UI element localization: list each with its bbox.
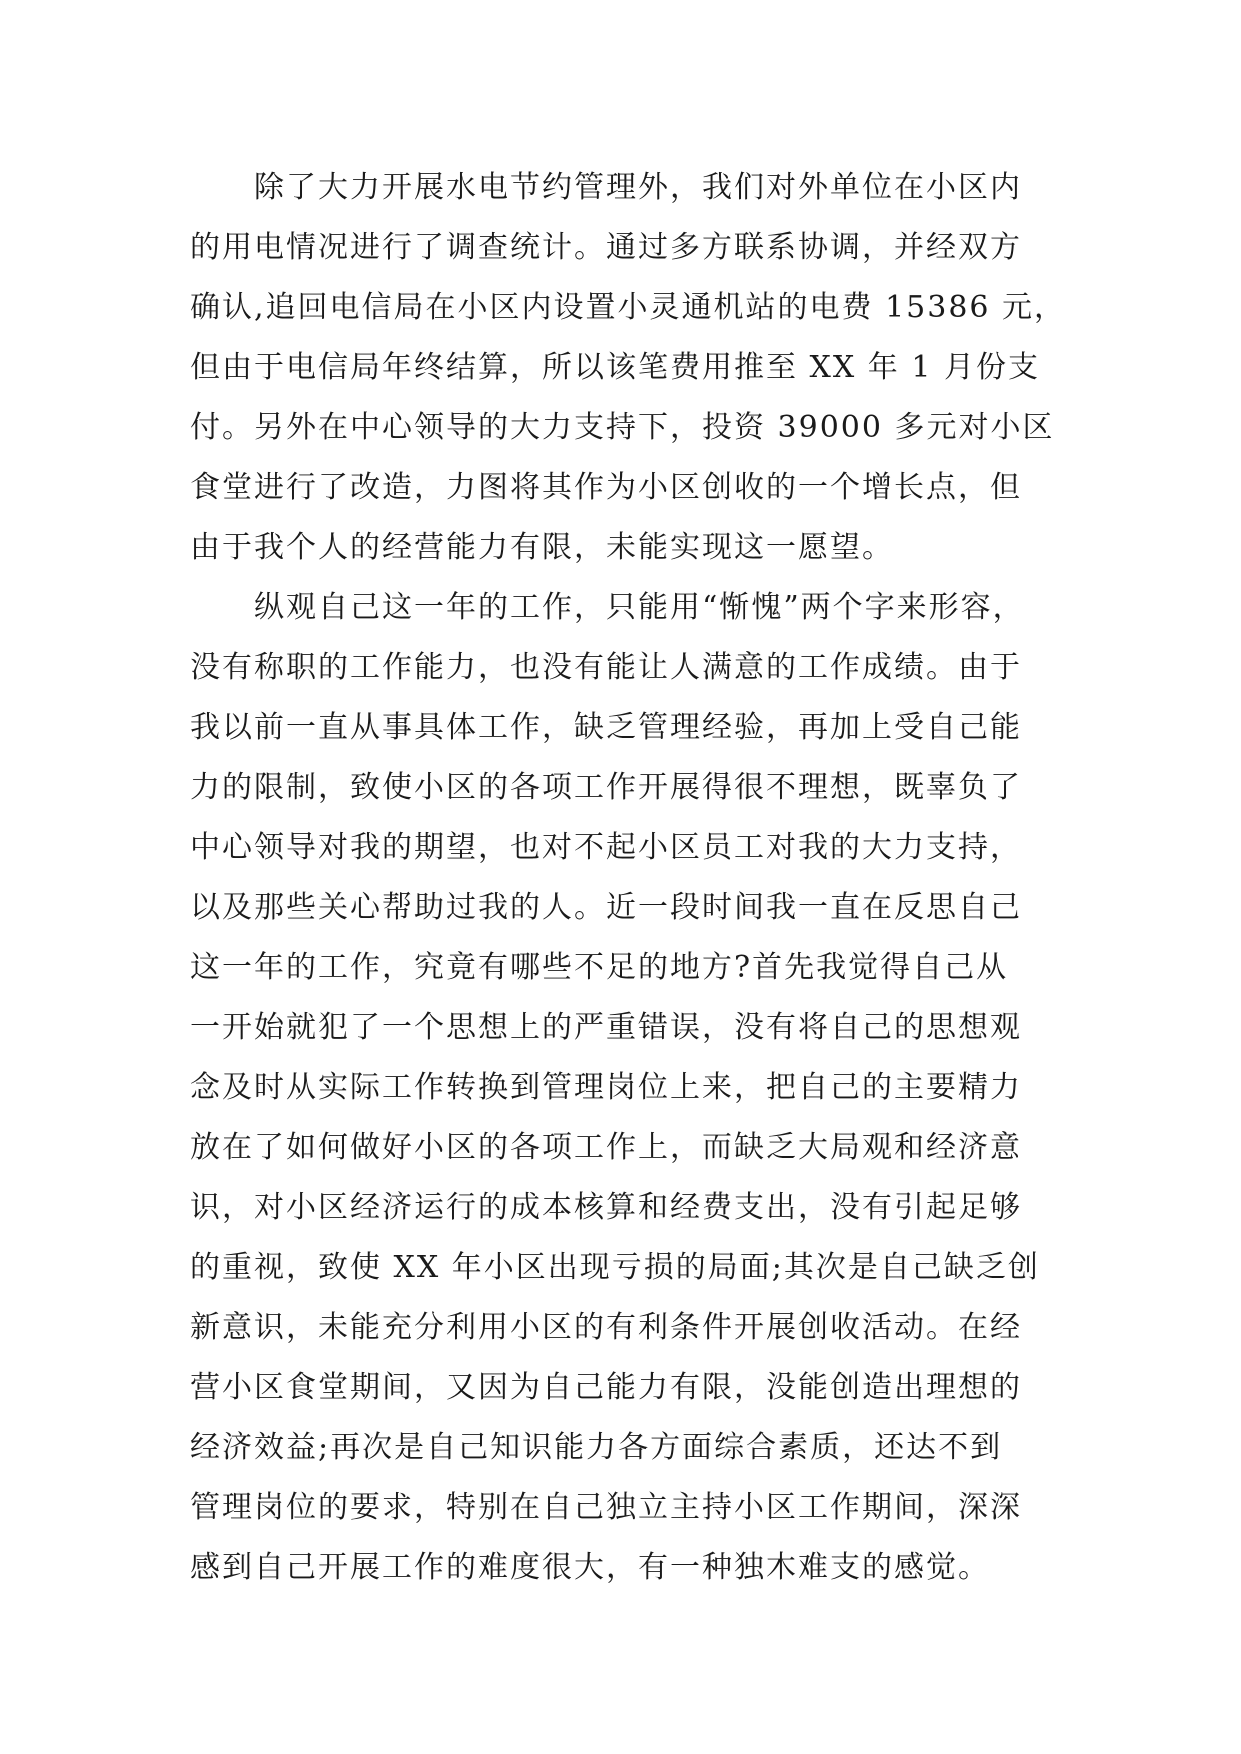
text-line: 没有称职的工作能力，也没有能让人满意的工作成绩。由于	[190, 650, 1022, 685]
text-line: 经济效益;再次是自己知识能力各方面综合素质，还达不到	[190, 1430, 1003, 1465]
text-line: 管理岗位的要求，特别在自己独立主持小区工作期间，深深	[190, 1490, 1022, 1525]
text-line: 新意识，未能充分利用小区的有利条件开展创收活动。在经	[190, 1310, 1022, 1345]
text-line: 确认,追回电信局在小区内设置小灵通机站的电费 15386 元，	[190, 290, 1067, 325]
text-line: 食堂进行了改造，力图将其作为小区创收的一个增长点，但	[190, 470, 1022, 505]
text-line: 这一年的工作，究竟有哪些不足的地方?首先我觉得自己从	[190, 950, 1009, 985]
document-body	[190, 158, 1070, 1598]
text-line: 我以前一直从事具体工作，缺乏管理经验，再加上受自己能	[190, 710, 1022, 745]
text-line: 的重视，致使 XX 年小区出现亏损的局面;其次是自己缺乏创	[190, 1250, 1040, 1285]
text-line: 除了大力开展水电节约管理外，我们对外单位在小区内	[254, 170, 1022, 205]
text-line: 放在了如何做好小区的各项工作上，而缺乏大局观和经济意	[190, 1130, 1022, 1165]
text-line: 付。另外在中心领导的大力支持下，投资 39000 多元对小区	[190, 410, 1055, 445]
text-line: 以及那些关心帮助过我的人。近一段时间我一直在反思自己	[190, 890, 1022, 925]
text-line: 纵观自己这一年的工作，只能用“惭愧”两个字来形容，	[254, 590, 1025, 625]
text-line: 营小区食堂期间，又因为自己能力有限，没能创造出理想的	[190, 1370, 1022, 1405]
text-line: 力的限制，致使小区的各项工作开展得很不理想，既辜负了	[190, 770, 1022, 805]
text-line: 识，对小区经济运行的成本核算和经费支出，没有引起足够	[190, 1190, 1022, 1225]
text-line: 念及时从实际工作转换到管理岗位上来，把自己的主要精力	[190, 1070, 1022, 1105]
text-line: 但由于电信局年终结算，所以该笔费用推至 XX 年 1 月份支	[190, 350, 1040, 385]
paragraph-2	[190, 578, 1070, 1598]
text-line: 由于我个人的经营能力有限，未能实现这一愿望。	[190, 530, 894, 565]
text-line: 一开始就犯了一个思想上的严重错误，没有将自己的思想观	[190, 1010, 1022, 1045]
text-line: 的用电情况进行了调查统计。通过多方联系协调，并经双方	[190, 230, 1022, 265]
paragraph-1	[190, 158, 1070, 578]
text-line: 中心领导对我的期望，也对不起小区员工对我的大力支持，	[190, 830, 1022, 865]
text-line: 感到自己开展工作的难度很大，有一种独木难支的感觉。	[190, 1550, 990, 1585]
